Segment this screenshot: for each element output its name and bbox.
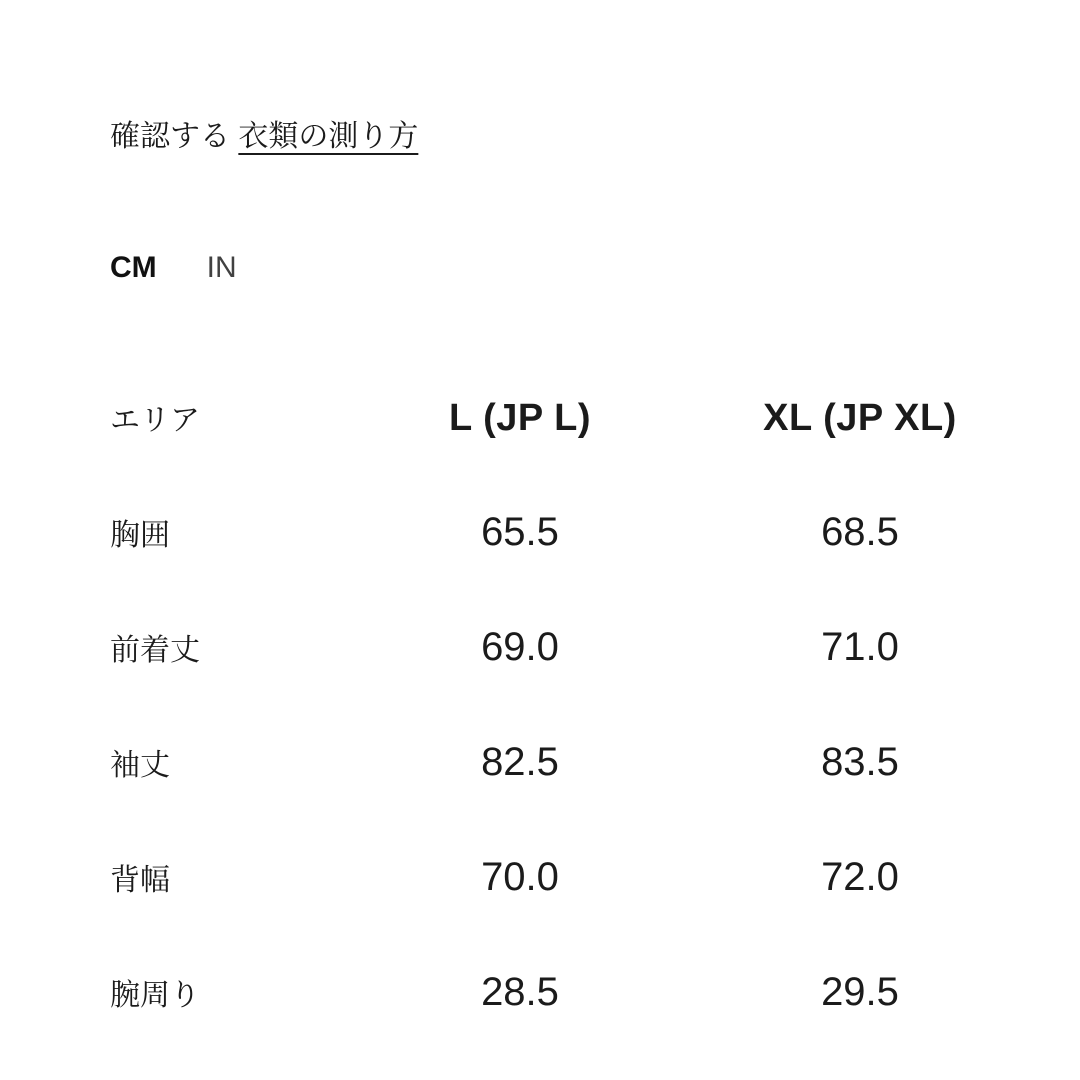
row-value-xl: 72.0 [821, 855, 899, 899]
row-value-xl: 68.5 [821, 510, 899, 554]
row-value-l: 69.0 [481, 625, 559, 669]
table-row [110, 960, 1050, 1075]
row-value-l: 82.5 [481, 740, 559, 784]
table-row [110, 845, 1050, 960]
row-value-l: 70.0 [481, 855, 559, 899]
row-value-l: 28.5 [481, 970, 559, 1014]
row-value-xl: 29.5 [821, 970, 899, 1014]
table-row [110, 615, 1050, 730]
header-size-xl: XL (JP XL) [763, 397, 957, 439]
header-size-l: L (JP L) [449, 397, 591, 439]
size-table-header-row [110, 385, 1050, 500]
measure-guide-prefix: 確認する [110, 120, 230, 153]
unit-tab-cm[interactable]: CM [110, 251, 157, 284]
measure-guide-row [110, 118, 418, 156]
size-table [110, 385, 1050, 1075]
table-row [110, 500, 1050, 615]
how-to-measure-link[interactable]: 衣類の測り方 [238, 120, 419, 153]
row-label: 胸囲 [110, 519, 170, 552]
row-value-xl: 83.5 [821, 740, 899, 784]
row-label: 腕周り [110, 979, 200, 1012]
row-label: 背幅 [110, 864, 170, 897]
row-value-xl: 71.0 [821, 625, 899, 669]
row-value-l: 65.5 [481, 510, 559, 554]
row-label: 前着丈 [110, 634, 200, 667]
row-label: 袖丈 [110, 749, 170, 782]
header-area: エリア [110, 404, 200, 437]
table-row [110, 730, 1050, 845]
unit-tab-in[interactable]: IN [206, 251, 237, 284]
unit-tabs [110, 250, 237, 286]
